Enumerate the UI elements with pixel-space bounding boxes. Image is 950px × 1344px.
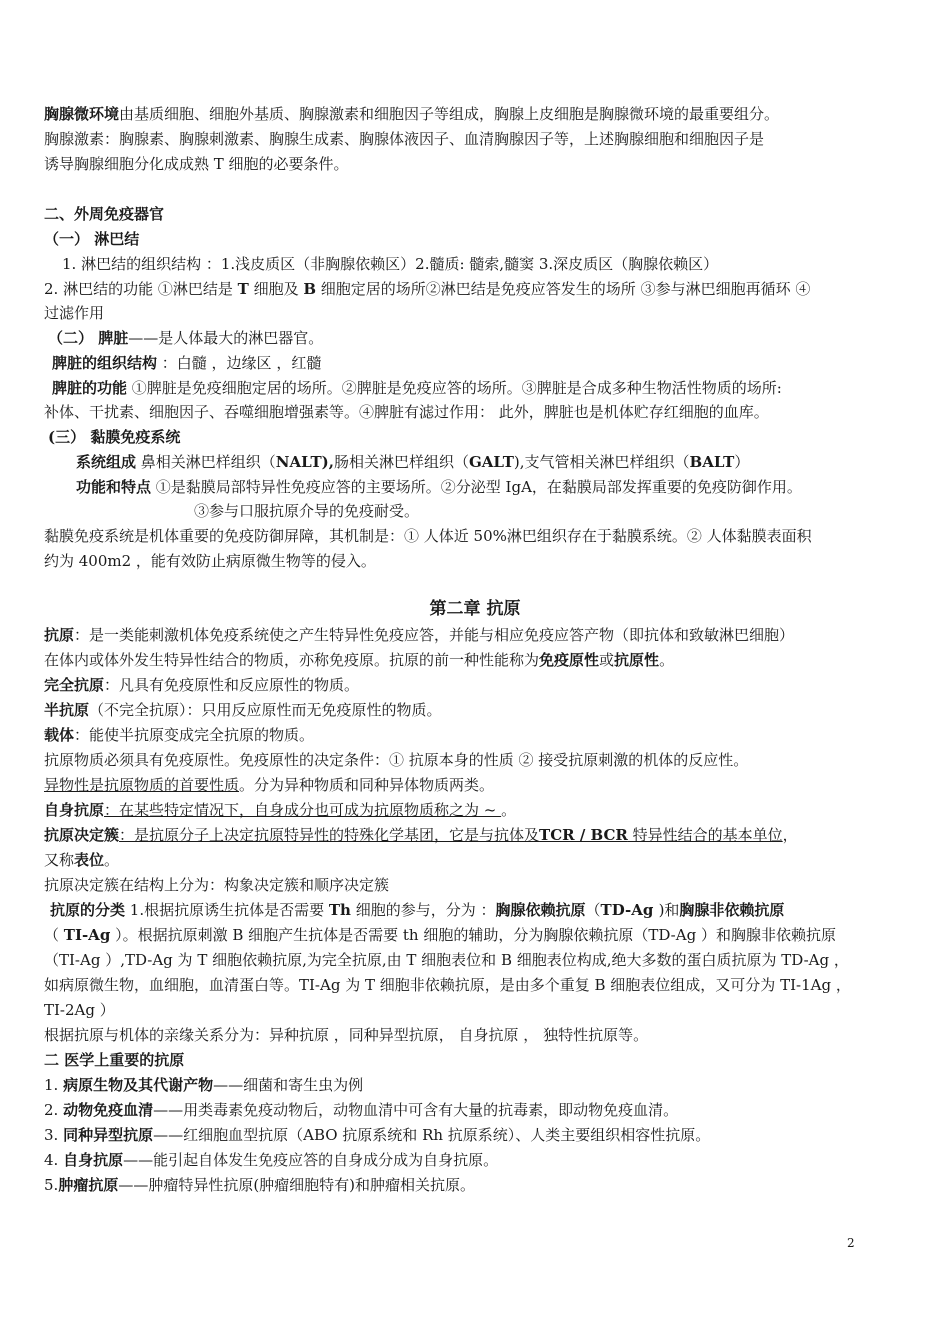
text-line bbox=[44, 749, 906, 771]
text-run: ——细菌和寄生虫为例 bbox=[213, 1076, 364, 1094]
bold-term: 肿瘤抗原 bbox=[58, 1176, 119, 1194]
text-line bbox=[44, 949, 906, 971]
bold-term: 载体 bbox=[44, 726, 75, 744]
text-line bbox=[44, 799, 906, 821]
bold-term: 免疫原性 bbox=[539, 651, 600, 669]
text-line bbox=[44, 1124, 906, 1146]
text-run: ),支气管相关淋巴样组织（ bbox=[513, 453, 690, 471]
text-line bbox=[62, 253, 906, 275]
text-line bbox=[44, 624, 906, 646]
text-run: ——肿瘤特异性抗原(肿瘤细胞特有)和肿瘤相关抗原。 bbox=[118, 1176, 476, 1194]
bold-term: T bbox=[237, 280, 249, 298]
bold-term: TI-Ag bbox=[63, 926, 111, 944]
bold-term: 半抗原 bbox=[44, 701, 90, 719]
text-run: 1.根据抗原诱生抗体是否需要 bbox=[125, 901, 329, 919]
bold-term: （一） 淋巴结 bbox=[44, 230, 140, 248]
text-run: 细胞定居的场所②淋巴结是免疫应答发生的场所 ③参与淋巴细胞再循环 ④ bbox=[316, 280, 811, 298]
text-line bbox=[44, 724, 906, 746]
text-line bbox=[44, 674, 906, 696]
text-run: ：是抗原分子上决定抗原特异性的特殊化学基团，它是与抗体及 bbox=[119, 826, 540, 844]
text-run: 抗原物质必须具有免疫原性。免疫原性的决定条件：① 抗原本身的性质 ② 接受抗原刺激的机体的反应性。 bbox=[44, 751, 749, 769]
page-number: 2 bbox=[847, 1236, 855, 1250]
text-run: 黏膜免疫系统是机体重要的免疫防御屏障，其机制是：① 人体近 50%淋巴组织存在于黏膜系统。② 人体黏膜表面积 bbox=[44, 527, 812, 545]
bold-term: 系统组成 bbox=[76, 453, 137, 471]
text-run: 根据抗原与机体的亲缘关系分为：异种抗原 ，同种异型抗原， 自身抗原 ， 独特性抗原等。 bbox=[44, 1026, 649, 1044]
text-line bbox=[44, 874, 906, 896]
text-line bbox=[44, 1049, 906, 1071]
text-run: 又称 bbox=[44, 851, 75, 869]
text-run: 4. bbox=[44, 1151, 64, 1169]
text-run: 1. 淋巴结的组织结构 ：1.浅皮质区（非胸腺依赖区）2.髓质: 髓索,髓窦 3.深皮质区（胸腺依赖区） bbox=[62, 255, 719, 273]
text-run: 在体内或体外发生特异性结合的物质，亦称免疫原。抗原的前一种性能称为 bbox=[44, 651, 540, 669]
bold-term: 二、外周免疫器官 bbox=[44, 205, 165, 223]
text-line bbox=[44, 278, 906, 300]
bold-term: 胸腺微环境 bbox=[44, 105, 120, 123]
text-line bbox=[44, 1074, 906, 1096]
text-line bbox=[44, 1174, 906, 1196]
text-run: 由基质细胞、细胞外基质、胸腺激素和细胞因子等组成，胸腺上皮细胞是胸腺微环境的最重要组分。 bbox=[119, 105, 780, 123]
text-line bbox=[44, 1099, 906, 1121]
bold-term: 抗原 bbox=[44, 626, 75, 644]
text-line bbox=[76, 451, 906, 473]
bold-term: 同种异型抗原 bbox=[63, 1126, 154, 1144]
text-run: 异物性是抗原物质的首要性质 bbox=[44, 776, 240, 794]
chapter-title: 第二章 抗原 bbox=[429, 599, 521, 619]
text-line bbox=[44, 849, 906, 871]
text-run: ：能使半抗原变成完全抗原的物质。 bbox=[74, 726, 315, 744]
bold-term: GALT bbox=[468, 453, 514, 471]
bold-term: 抗原性 bbox=[614, 651, 660, 669]
bold-term: 抗原的分类 bbox=[50, 901, 126, 919]
bold-term: NALT), bbox=[275, 453, 334, 471]
text-line bbox=[44, 924, 906, 946]
text-line bbox=[44, 649, 906, 671]
text-run: 1. bbox=[44, 1076, 64, 1094]
text-run: 2. 淋巴结的功能 ①淋巴结是 bbox=[44, 280, 238, 298]
bold-term: B bbox=[303, 280, 317, 298]
text-run: 细胞的参与，分为 ： bbox=[350, 901, 496, 919]
text-run: 如病原微生物，血细胞，血清蛋白等。TI-Ag 为 T 细胞非依赖抗原，是由多个重复 B 细胞表位组成，又可分为 TI-1Ag ， bbox=[44, 976, 851, 994]
text-run: ：是一类能刺激机体免疫系统使之产生特异性免疫应答，并能与相应免疫应答产物（即抗体和致敏淋巴细胞） bbox=[74, 626, 795, 644]
text-line bbox=[44, 699, 906, 721]
text-run: ①脾脏是免疫细胞定居的场所。②脾脏是免疫应答的场所。③脾脏是合成多种生物活性物质的场所: bbox=[127, 379, 782, 397]
bold-term: 完全抗原 bbox=[44, 676, 105, 694]
text-run: 。 bbox=[104, 851, 120, 869]
text-line bbox=[50, 899, 906, 921]
text-run: （ bbox=[44, 926, 64, 944]
text-run: 。 bbox=[659, 651, 675, 669]
bold-term: 抗原决定簇 bbox=[44, 826, 120, 844]
bold-term: 胸腺非依赖抗原 bbox=[679, 901, 785, 919]
text-run: 5. bbox=[44, 1176, 59, 1194]
text-line bbox=[44, 824, 906, 846]
text-run: TI-2Ag ） bbox=[44, 1001, 115, 1019]
text-run: ：在某些特定情况下，自身成分也可成为抗原物质称之为 ~ bbox=[104, 801, 502, 819]
text-run: 抗原决定簇在结构上分为：构象决定簇和顺序决定簇 bbox=[44, 876, 390, 894]
text-run: ①是黏膜局部特异性免疫应答的主要场所。②分泌型 IgA，在黏膜局部发挥重要的免疫防御作用。 bbox=[151, 478, 802, 496]
text-run: 胸腺激素：胸腺素、胸腺刺激素、胸腺生成素、胸腺体液因子、血清胸腺因子等，上述胸腺细胞和细胞因子是 bbox=[44, 130, 765, 148]
text-run: 。分为异种物质和同种异体物质两类。 bbox=[239, 776, 495, 794]
text-line bbox=[48, 426, 906, 448]
text-run: ）。根据抗原刺激 B 细胞产生抗体是否需要 th 细胞的辅助，分为胸腺依赖抗原（TD-Ag ）和胸腺非依赖抗原 bbox=[110, 926, 836, 944]
text-line bbox=[44, 1149, 906, 1171]
bold-term: （二） 脾脏 bbox=[48, 329, 129, 347]
text-run: ） bbox=[734, 453, 750, 471]
text-line bbox=[44, 1024, 906, 1046]
text-line bbox=[44, 525, 906, 547]
text-run: 3. bbox=[44, 1126, 64, 1144]
text-run: （ bbox=[585, 901, 601, 919]
text-run: ——红细胞血型抗原（ABO 抗原系统和 Rh 抗原系统）、人类主要组织相容性抗原。 bbox=[153, 1126, 711, 1144]
text-run: （TI-Ag ）,TD-Ag 为 T 细胞依赖抗原,为完全抗原,由 T 细胞表位和 B 细胞表位构成,绝大多数的蛋白质抗原为 TD-Ag ， bbox=[44, 951, 849, 969]
text-line bbox=[76, 476, 906, 498]
bold-term: 二 医学上重要的抗原 bbox=[44, 1051, 185, 1069]
text-run: ③参与口服抗原介导的免疫耐受。 bbox=[194, 502, 420, 520]
text-line bbox=[44, 203, 906, 225]
text-run: 。 bbox=[501, 801, 517, 819]
bold-term: BALT bbox=[689, 453, 735, 471]
bold-term: (三） 黏膜免疫系统 bbox=[48, 428, 181, 446]
text-line bbox=[52, 352, 906, 374]
text-line bbox=[44, 974, 906, 996]
text-line bbox=[44, 128, 906, 150]
text-line bbox=[44, 228, 906, 250]
text-run: 2. bbox=[44, 1101, 64, 1119]
text-line bbox=[44, 774, 906, 796]
text-run: 特异性结合的基本单位 bbox=[627, 826, 783, 844]
bold-term: 脾脏的组织结构 bbox=[52, 354, 158, 372]
text-line bbox=[194, 500, 906, 522]
text-run: ——能引起自体发生免疫应答的自身成分成为自身抗原。 bbox=[123, 1151, 499, 1169]
text-line bbox=[44, 153, 906, 175]
text-run: 约为 400m2 ，能有效防止病原微生物等的侵入。 bbox=[44, 552, 376, 570]
bold-term: 功能和特点 bbox=[76, 478, 152, 496]
text-line bbox=[44, 999, 906, 1021]
bold-term: 自身抗原 bbox=[44, 801, 105, 819]
text-line bbox=[48, 327, 906, 349]
text-line bbox=[44, 550, 906, 572]
bold-term: 表位 bbox=[74, 851, 105, 869]
text-run: 补体、干扰素、细胞因子、吞噬细胞增强素等。④脾脏有滤过作用： 此外，脾脏也是机体贮存红细胞的血库。 bbox=[44, 403, 769, 421]
text-line bbox=[44, 401, 906, 423]
text-run: ：凡具有免疫原性和反应原性的物质。 bbox=[104, 676, 360, 694]
text-run: 肠相关淋巴样组织（ bbox=[333, 453, 469, 471]
text-run: )和 bbox=[658, 901, 680, 919]
text-line bbox=[52, 377, 906, 399]
bold-term: 病原生物及其代谢产物 bbox=[63, 1076, 214, 1094]
text-run: （不完全抗原）：只用反应原性而无免疫原性的物质。 bbox=[89, 701, 442, 719]
text-run: 或 bbox=[599, 651, 615, 669]
text-run: ：白髓 ，边缘区 ，红髓 bbox=[157, 354, 322, 372]
bold-term: TD-Ag bbox=[600, 901, 659, 919]
text-run: 细胞及 bbox=[248, 280, 304, 298]
text-run: ， bbox=[782, 826, 798, 844]
text-run: ——用类毒素免疫动物后，动物血清中可含有大量的抗毒素，即动物免疫血清。 bbox=[153, 1101, 679, 1119]
bold-term: 动物免疫血清 bbox=[63, 1101, 154, 1119]
bold-term: Th bbox=[328, 901, 351, 919]
text-run: ——是人体最大的淋巴器官。 bbox=[128, 329, 324, 347]
text-run: 诱导胸腺细胞分化成成熟 T 细胞的必要条件。 bbox=[44, 155, 349, 173]
bold-term: 脾脏的功能 bbox=[52, 379, 128, 397]
text-line bbox=[44, 103, 906, 125]
text-line bbox=[44, 302, 906, 324]
text-run: 过滤作用 bbox=[44, 304, 105, 322]
bold-term: TCR / BCR bbox=[539, 826, 628, 844]
bold-term: 胸腺依赖抗原 bbox=[495, 901, 586, 919]
bold-term: 自身抗原 bbox=[63, 1151, 124, 1169]
text-run: 鼻相关淋巴样组织（ bbox=[136, 453, 276, 471]
